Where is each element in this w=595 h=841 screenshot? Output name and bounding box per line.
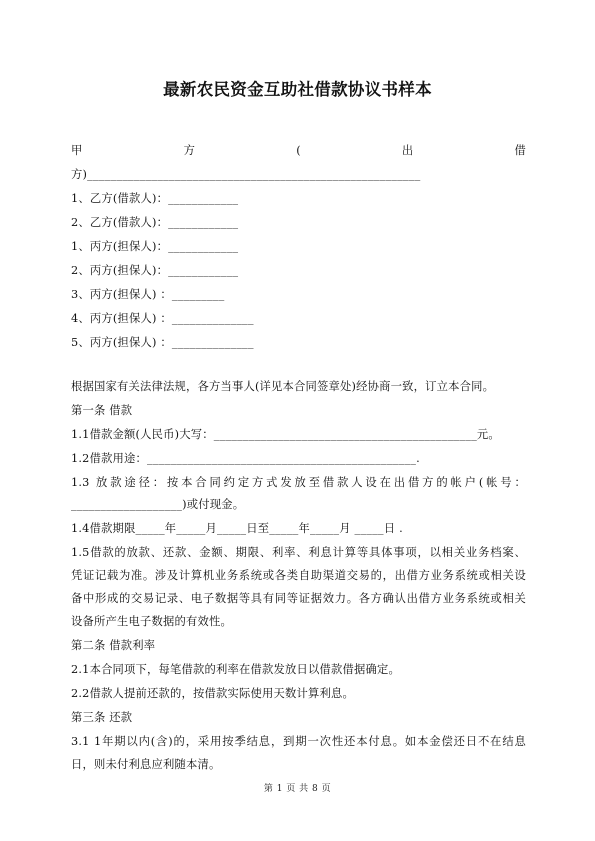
clause-1-1: 1.1借款金额(人民币)大写：_____________________________________________元。 [71,428,500,441]
party-a-char: 方 [183,144,196,157]
party-item: 3、丙方(担保人) ：_________ [71,288,225,301]
party-item: 4、丙方(担保人) ：______________ [71,312,254,325]
clause-3-1-cont: 日，则未付利息应利随本清。 [71,758,221,771]
party-a-char: ( [296,144,301,157]
clause-3-1: 3.1 1年期以内(含)的，采用按季结息，到期一次性还本付息。如本金偿还日不在结息 [71,735,526,748]
clause-1-3-cont: ___________________)或付现金。 [71,498,245,511]
clause-1-5-cont: 备中形成的交易记录、电子数据等具有同等证据效力。各方确认出借方业务系统或相关 [71,592,526,605]
party-a-char: 出 [401,144,414,157]
party-item: 2、丙方(担保人)：____________ [71,264,239,277]
party-a-line [71,143,526,159]
party-a-char: 借 [514,144,526,157]
document-title: 最新农民资金互助社借款协议书样本 [163,80,432,99]
party-item: 1、乙方(借款人)：____________ [71,192,239,205]
party-item: 2、乙方(借款人)：____________ [71,216,239,229]
party-a-char: 甲 [71,144,83,157]
page-footer: 第 1 页 共 8 页 [263,784,332,794]
article-2-heading: 第二条 借款利率 [71,639,156,652]
clause-1-5: 1.5借款的放款、还款、金额、期限、利率、利息计算等具体事项，以相关业务档案、 [71,546,526,559]
clause-1-5-cont: 设备所产生电子数据的有效性。 [71,615,232,628]
clause-2-1: 2.1本合同项下，每笔借款的利率在借款发放日以借款借据确定。 [71,663,400,676]
clause-1-2: 1.2借款用途：______________________________________________. [71,452,420,465]
party-a-line-2: 方)_________________________________________________________ [71,168,421,181]
intro-paragraph: 根据国家有关法律法规，各方当事人(详见本合同签章处)经协商一致，订立本合同。 [71,380,495,393]
clause-1-3: 1.3 放款途径：按本合同约定方式发放至借款人设在出借方的帐户(帐号： [71,476,526,489]
clause-2-2: 2.2借款人提前还款的，按借款实际使用天数计算利息。 [71,687,354,700]
clause-1-4: 1.4借款期限_____年_____月_____日至_____年_____月 _____日 . [71,522,403,535]
party-item: 5、丙方(担保人) ：______________ [71,336,254,349]
article-3-heading: 第三条 还款 [71,711,133,724]
clause-1-5-cont: 凭证记载为准。涉及计算机业务系统或各类自助渠道交易的，出借方业务系统或相关设 [71,569,526,582]
party-item: 1、丙方(担保人)：____________ [71,240,239,253]
article-1-heading: 第一条 借款 [71,404,133,417]
